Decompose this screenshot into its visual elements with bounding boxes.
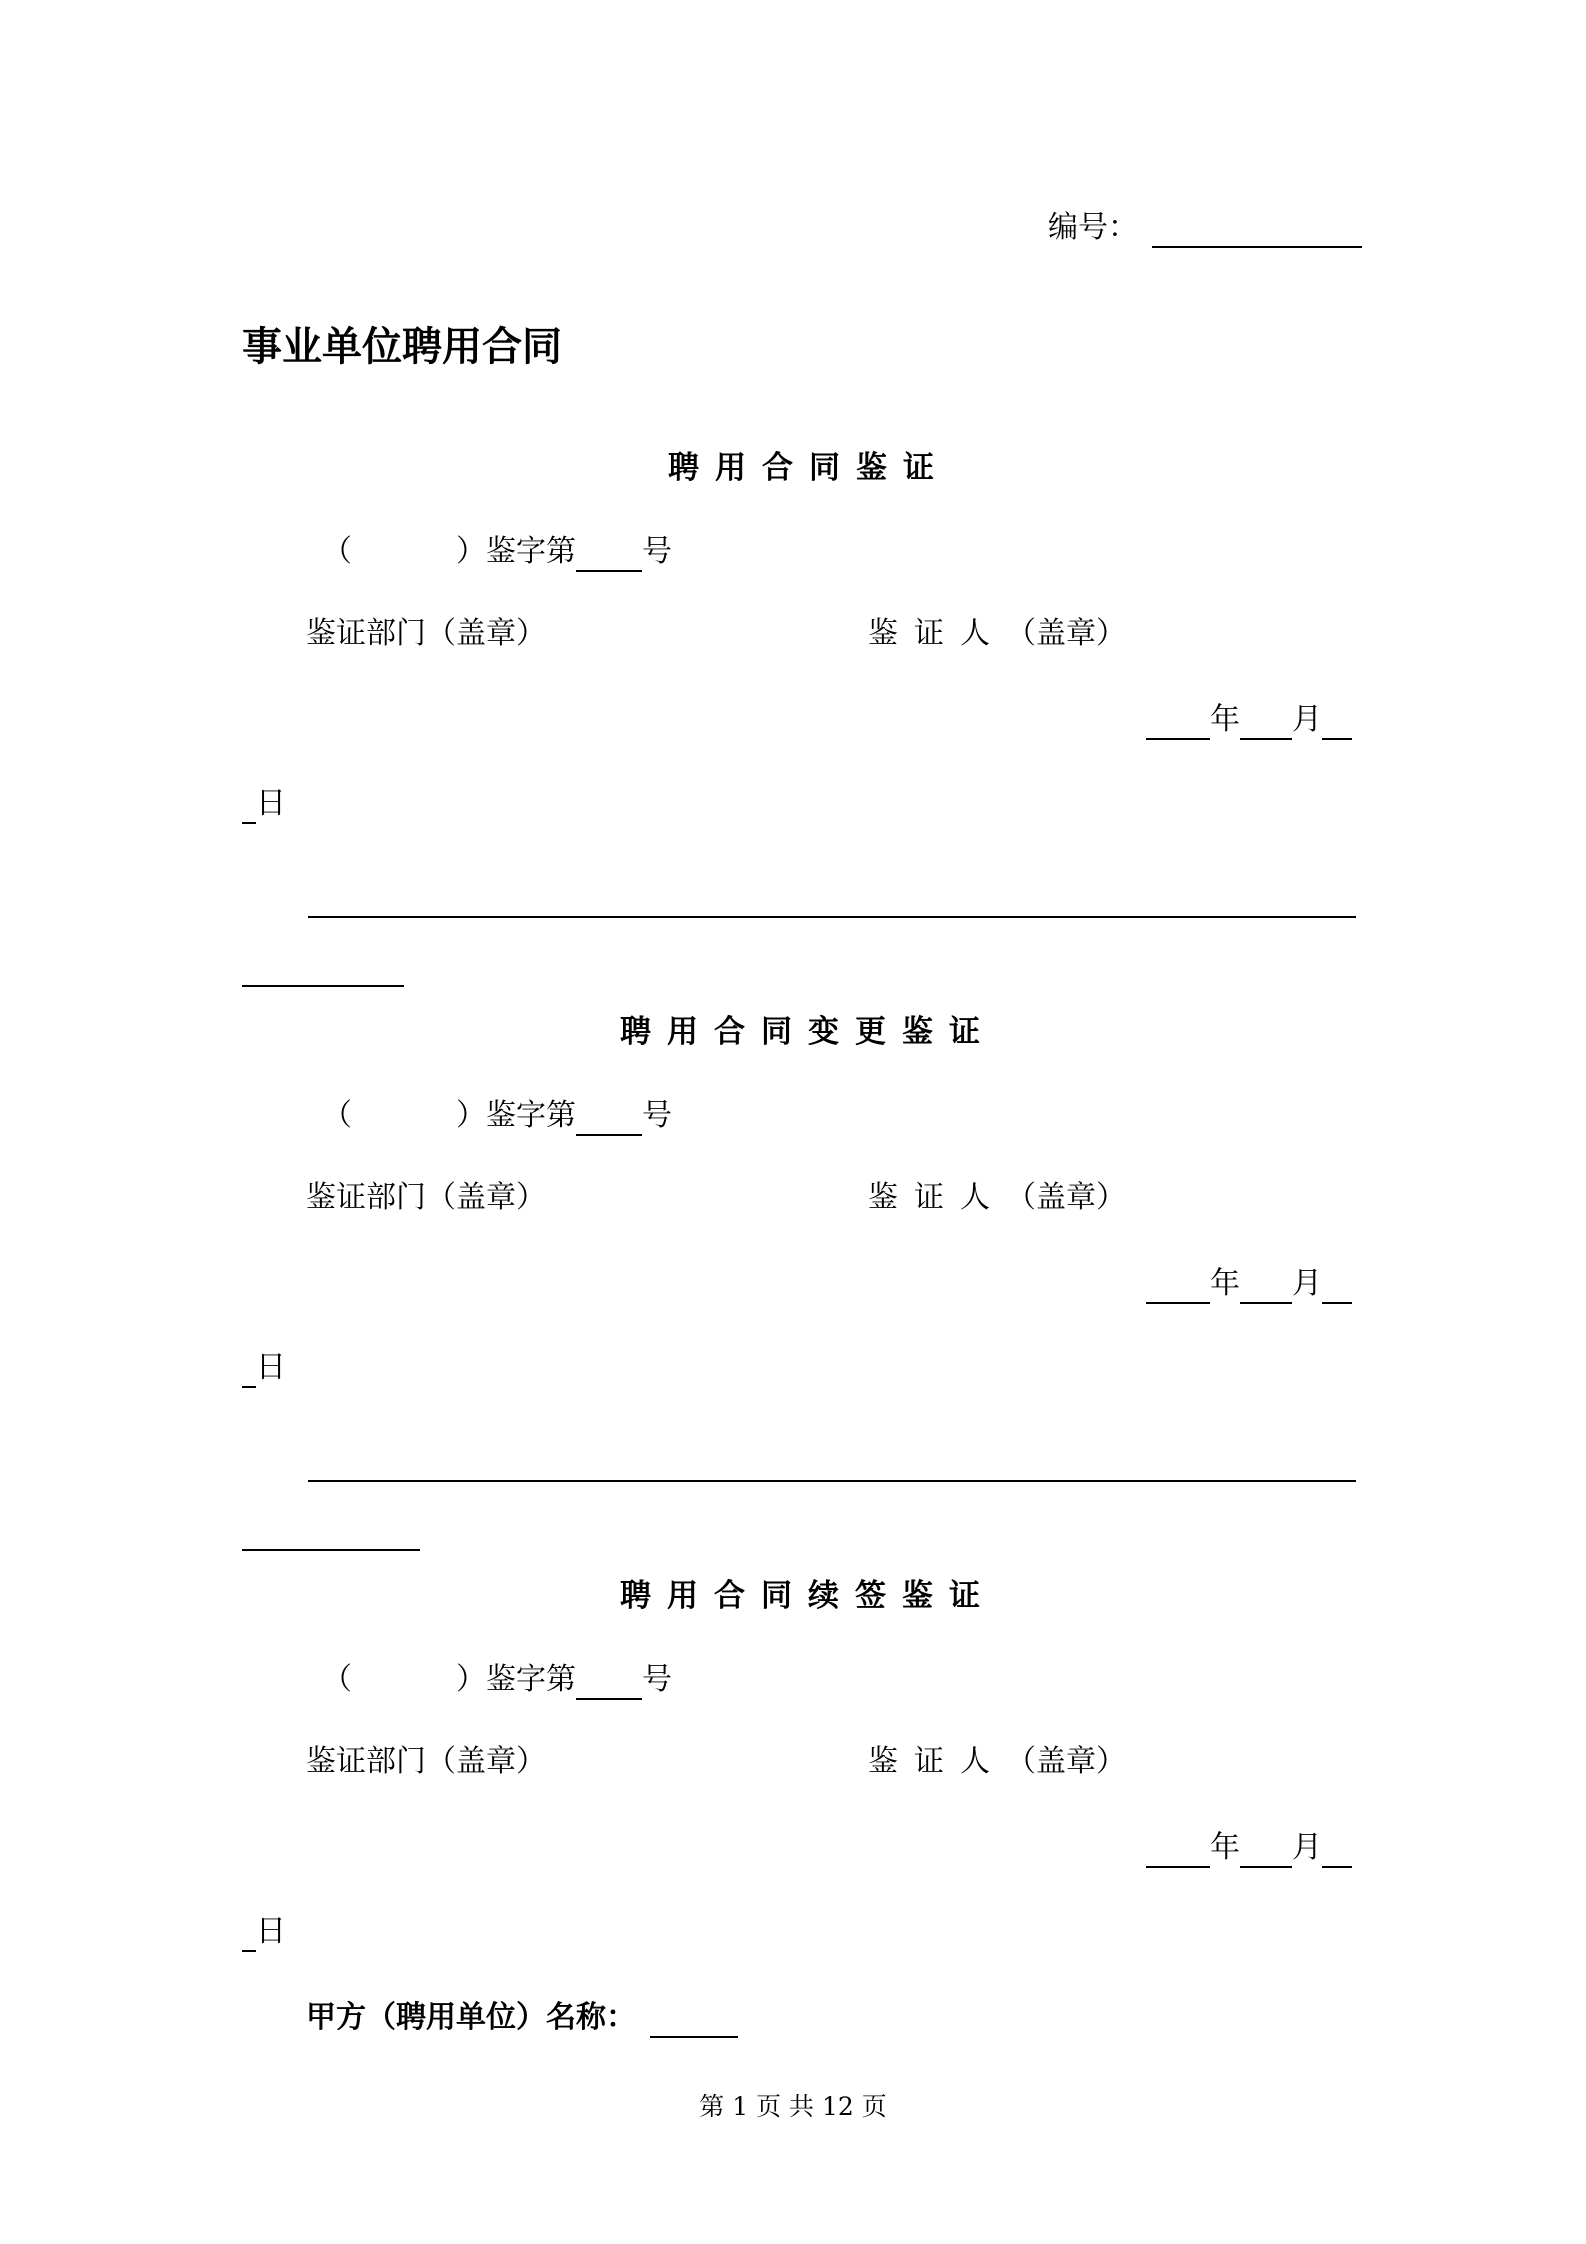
divider-line xyxy=(308,1480,1356,1482)
paren-close: ） xyxy=(456,534,486,569)
verifier-seal-label: （盖章） xyxy=(1006,1180,1126,1215)
verification-dept-label: 鉴证部门（盖章） xyxy=(306,616,546,651)
verification-dept-label: 鉴证部门（盖章） xyxy=(306,1180,546,1215)
year-blank[interactable] xyxy=(1146,708,1210,740)
month-label: 月 xyxy=(1292,702,1322,737)
section-title-contract-verification: 聘用合同鉴证 xyxy=(668,450,950,486)
document-title: 事业单位聘用合同 xyxy=(242,324,562,370)
verification-number-prefix: 鉴字第 xyxy=(486,534,576,569)
page-footer: 第 1 页 共 12 页 xyxy=(699,2092,887,2121)
divider-line xyxy=(242,1549,420,1551)
verifier-seal-label: （盖章） xyxy=(1006,616,1126,651)
month-label: 月 xyxy=(1292,1830,1322,1865)
serial-number-blank[interactable] xyxy=(1152,216,1362,248)
verifier-label: 鉴证人 xyxy=(868,1180,1006,1215)
divider-line xyxy=(242,985,404,987)
month-label: 月 xyxy=(1292,1266,1322,1301)
day-label: 日 xyxy=(256,1914,286,1949)
verification-number-suffix: 号 xyxy=(642,534,672,569)
section-title-change-verification: 聘用合同变更鉴证 xyxy=(620,1014,996,1050)
verification-dept-label: 鉴证部门（盖章） xyxy=(306,1744,546,1779)
date-line xyxy=(1146,1264,1352,1304)
section-title-renewal-verification: 聘用合同续签鉴证 xyxy=(620,1578,996,1614)
year-label: 年 xyxy=(1210,1266,1240,1301)
year-blank[interactable] xyxy=(1146,1836,1210,1868)
verification-number-prefix: 鉴字第 xyxy=(486,1662,576,1697)
day-label: 日 xyxy=(256,1350,286,1385)
month-blank[interactable] xyxy=(1240,1836,1292,1868)
serial-number-line xyxy=(1048,208,1362,248)
party-a-name-label: 甲方（聘用单位）名称： xyxy=(306,2000,636,2035)
day-label: 日 xyxy=(256,786,286,821)
month-blank[interactable] xyxy=(1240,1272,1292,1304)
date-line xyxy=(1146,700,1352,740)
serial-number-label: 编号： xyxy=(1048,210,1138,245)
year-label: 年 xyxy=(1210,1830,1240,1865)
verifier-line xyxy=(868,1742,1126,1782)
party-a-name-blank[interactable] xyxy=(650,2006,738,2038)
day-blank[interactable] xyxy=(1322,1272,1352,1304)
year-label: 年 xyxy=(1210,702,1240,737)
paren-open: （ xyxy=(322,534,352,569)
month-blank[interactable] xyxy=(1240,708,1292,740)
verification-number-blank[interactable] xyxy=(576,1104,642,1136)
verification-number-line xyxy=(322,1660,672,1700)
verification-number-prefix: 鉴字第 xyxy=(486,1098,576,1133)
day-blank-tail[interactable] xyxy=(242,1356,256,1388)
year-blank[interactable] xyxy=(1146,1272,1210,1304)
verifier-seal-label: （盖章） xyxy=(1006,1744,1126,1779)
day-line xyxy=(242,1912,286,1952)
paren-close: ） xyxy=(456,1098,486,1133)
date-line xyxy=(1146,1828,1352,1868)
verifier-label: 鉴证人 xyxy=(868,616,1006,651)
paren-open: （ xyxy=(322,1662,352,1697)
party-a-line xyxy=(306,1998,738,2038)
day-blank-tail[interactable] xyxy=(242,1920,256,1952)
verification-number-line xyxy=(322,1096,672,1136)
day-line xyxy=(242,784,286,824)
day-blank[interactable] xyxy=(1322,1836,1352,1868)
verifier-line xyxy=(868,1178,1126,1218)
verification-number-blank[interactable] xyxy=(576,1668,642,1700)
verification-number-suffix: 号 xyxy=(642,1662,672,1697)
divider-line xyxy=(308,916,1356,918)
verifier-line xyxy=(868,614,1126,654)
verification-number-line xyxy=(322,532,672,572)
day-blank-tail[interactable] xyxy=(242,792,256,824)
verifier-label: 鉴证人 xyxy=(868,1744,1006,1779)
paren-open: （ xyxy=(322,1098,352,1133)
day-line xyxy=(242,1348,286,1388)
verification-number-suffix: 号 xyxy=(642,1098,672,1133)
paren-close: ） xyxy=(456,1662,486,1697)
day-blank[interactable] xyxy=(1322,708,1352,740)
verification-number-blank[interactable] xyxy=(576,540,642,572)
